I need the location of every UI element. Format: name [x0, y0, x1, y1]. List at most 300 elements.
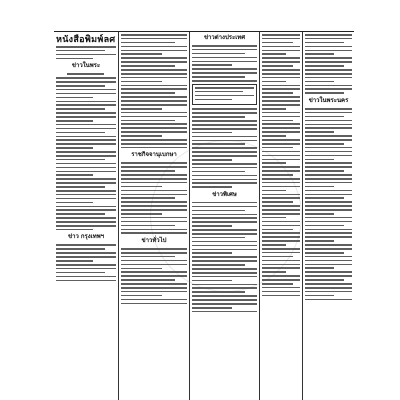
text-line	[192, 241, 257, 243]
text-line	[262, 81, 286, 83]
text-line	[192, 124, 257, 126]
text-line	[262, 147, 293, 149]
text-line	[262, 34, 300, 36]
column-2	[121, 34, 187, 400]
text-line	[305, 131, 334, 133]
text-line	[56, 182, 116, 184]
text-line	[305, 34, 352, 36]
text-line	[56, 268, 116, 270]
text-line	[305, 244, 352, 246]
text-line	[305, 77, 352, 79]
text-line	[262, 264, 300, 266]
text-line	[305, 232, 352, 234]
text-line	[56, 174, 93, 176]
column-2-heading-1: ราชกิจจานุเบกษา	[131, 151, 177, 159]
text-line	[262, 236, 300, 238]
text-line	[192, 68, 257, 70]
text-line	[121, 283, 187, 285]
text-line	[56, 221, 116, 223]
text-line	[192, 49, 257, 51]
text-line	[195, 95, 254, 97]
text-line	[56, 147, 93, 149]
text-line	[192, 210, 245, 212]
text-line	[262, 217, 286, 219]
text-line	[305, 217, 352, 219]
text-line	[305, 46, 352, 48]
text-line	[121, 112, 187, 114]
text-line	[305, 69, 352, 71]
masthead-title: หนังสือพิมพ์ลศ	[56, 35, 116, 45]
column-5-heading-1: ข่าวในพระนคร	[308, 96, 349, 104]
text-line	[305, 155, 352, 157]
text-line	[121, 50, 187, 52]
text-line	[121, 299, 187, 301]
text-line	[121, 131, 187, 133]
column-3-heading-1: ข่าวต่างประเทศ	[203, 34, 246, 41]
text-line	[192, 303, 257, 305]
text-line	[121, 46, 187, 48]
text-line	[121, 232, 187, 234]
text-line	[262, 213, 300, 215]
text-line	[305, 170, 344, 172]
text-line	[305, 264, 352, 266]
column-1-heading-1: ข่าวในพระ	[71, 62, 101, 70]
text-line	[262, 100, 300, 102]
text-line	[305, 271, 352, 273]
text-line	[192, 252, 232, 254]
text-line	[56, 260, 93, 262]
text-line	[262, 123, 300, 125]
text-line	[121, 295, 162, 297]
text-line	[192, 202, 257, 204]
text-line	[121, 53, 162, 55]
text-line	[121, 69, 187, 71]
text-line	[56, 272, 105, 274]
text-line	[305, 53, 334, 55]
text-line	[305, 162, 352, 164]
text-line	[192, 182, 257, 184]
text-line	[262, 159, 300, 161]
text-line	[192, 116, 245, 118]
text-line	[56, 139, 116, 141]
text-line	[305, 256, 352, 258]
text-line	[56, 276, 116, 278]
text-line	[195, 87, 254, 89]
text-line	[192, 299, 257, 301]
text-line	[262, 77, 300, 79]
text-line	[262, 194, 300, 196]
text-line	[56, 136, 116, 138]
text-line	[56, 167, 116, 169]
text-line	[56, 198, 116, 200]
text-line	[305, 143, 344, 145]
column-divider	[302, 32, 303, 400]
text-line	[192, 264, 245, 266]
text-line	[262, 92, 293, 94]
text-line	[56, 124, 116, 126]
text-line	[262, 287, 300, 289]
text-line	[305, 85, 352, 87]
text-line	[262, 88, 300, 90]
text-line	[192, 260, 257, 262]
text-line	[121, 205, 187, 207]
text-line	[192, 163, 257, 165]
text-line	[262, 73, 300, 75]
text-line	[121, 57, 187, 59]
text-line	[56, 132, 105, 134]
text-line	[192, 249, 257, 251]
text-line	[121, 260, 187, 262]
text-line	[262, 267, 300, 269]
text-line	[262, 256, 293, 258]
text-line	[56, 213, 105, 215]
text-line	[262, 178, 300, 180]
text-line	[192, 186, 232, 188]
text-line	[262, 108, 286, 110]
text-line	[121, 229, 187, 231]
text-line	[121, 143, 187, 145]
column-2-heading-2: ข่าวทั่วไป	[141, 237, 167, 245]
text-line	[56, 93, 116, 95]
text-line	[192, 147, 257, 149]
text-line	[56, 248, 105, 250]
text-line	[121, 213, 162, 215]
text-line	[192, 108, 257, 110]
text-line	[305, 73, 352, 75]
text-line	[121, 287, 187, 289]
text-line	[192, 120, 257, 122]
text-line	[305, 197, 344, 199]
text-line	[56, 143, 116, 145]
text-line	[262, 143, 300, 145]
text-line	[305, 240, 334, 242]
text-line	[192, 276, 257, 278]
text-line	[67, 73, 104, 75]
text-line	[56, 54, 116, 56]
text-line	[262, 127, 300, 129]
text-line	[121, 268, 162, 270]
text-line	[56, 120, 93, 122]
text-line	[121, 264, 187, 266]
text-line	[305, 61, 352, 63]
text-line	[56, 186, 105, 188]
text-line	[56, 256, 116, 258]
text-line	[56, 217, 116, 219]
text-line	[192, 155, 257, 157]
text-line	[262, 166, 300, 168]
column-1-heading-2: ข่าว กรุงเทพฯ	[67, 233, 105, 241]
text-line	[305, 116, 344, 118]
text-line	[192, 280, 232, 282]
text-line	[192, 229, 257, 231]
text-line	[121, 248, 187, 250]
text-line	[56, 89, 116, 91]
text-line	[192, 225, 232, 227]
text-line	[56, 209, 116, 211]
text-line	[305, 209, 352, 211]
text-line	[121, 182, 187, 184]
text-line	[192, 167, 257, 169]
text-line	[305, 236, 352, 238]
text-line	[121, 162, 187, 164]
text-line	[305, 275, 352, 277]
text-line	[262, 225, 300, 227]
text-line	[262, 139, 300, 141]
text-line	[305, 108, 352, 110]
text-line	[121, 104, 187, 106]
text-line	[192, 76, 245, 78]
text-line	[262, 131, 300, 133]
text-line	[305, 213, 334, 215]
text-line	[56, 104, 116, 106]
text-line	[121, 65, 175, 67]
text-line	[56, 280, 116, 282]
text-line	[192, 268, 257, 270]
text-line	[192, 214, 257, 216]
text-line	[56, 101, 116, 103]
column-3-heading-2: ข่าวพิเศษ	[212, 190, 237, 198]
text-line	[305, 127, 352, 129]
text-line	[262, 271, 286, 273]
text-line	[305, 205, 352, 207]
text-line	[56, 171, 116, 173]
text-line	[121, 279, 175, 281]
text-line	[56, 85, 105, 87]
text-line	[56, 155, 116, 157]
text-line	[305, 201, 352, 203]
text-line	[121, 291, 187, 293]
text-line	[192, 53, 245, 55]
text-line	[305, 287, 352, 289]
column-3	[192, 34, 257, 400]
text-line	[262, 283, 293, 285]
text-line	[305, 174, 352, 176]
text-line	[305, 194, 352, 196]
text-line	[262, 252, 300, 254]
text-line	[262, 120, 293, 122]
text-line	[262, 205, 300, 207]
text-line	[56, 163, 116, 165]
text-line	[262, 57, 300, 59]
text-line	[192, 221, 257, 223]
text-line	[192, 151, 257, 153]
text-line	[305, 38, 352, 40]
text-line	[56, 202, 93, 204]
text-line	[121, 217, 187, 219]
text-line	[192, 284, 257, 286]
text-line	[305, 229, 352, 231]
text-line	[121, 77, 187, 79]
text-line	[56, 77, 116, 79]
text-line	[192, 175, 257, 177]
text-line	[121, 120, 175, 122]
text-line	[121, 73, 187, 75]
text-line	[121, 166, 187, 168]
text-line	[56, 178, 116, 180]
text-line	[262, 116, 300, 118]
text-line	[56, 264, 116, 266]
boxed-notice	[192, 84, 257, 106]
text-line	[262, 295, 300, 297]
text-line	[262, 260, 300, 262]
text-line	[121, 186, 162, 188]
text-line	[305, 151, 352, 153]
text-line	[262, 186, 300, 188]
newspaper-page	[54, 22, 354, 400]
text-line	[121, 275, 187, 277]
text-line	[305, 147, 352, 149]
text-line	[121, 303, 187, 305]
text-line	[192, 307, 232, 309]
text-line	[262, 248, 300, 250]
text-line	[192, 140, 257, 142]
column-1	[56, 34, 116, 400]
text-line	[121, 201, 187, 203]
text-line	[262, 38, 300, 40]
text-line	[262, 209, 300, 211]
text-line	[192, 233, 257, 235]
text-line	[56, 97, 93, 99]
text-line	[262, 85, 300, 87]
text-line	[305, 252, 344, 254]
text-line	[192, 256, 257, 258]
text-line	[56, 46, 116, 48]
text-line	[121, 256, 175, 258]
text-line	[262, 190, 286, 192]
text-line	[192, 206, 257, 208]
text-line	[56, 225, 116, 227]
text-line	[192, 128, 257, 130]
text-line	[305, 50, 352, 52]
text-line	[305, 166, 352, 168]
text-line	[262, 291, 300, 293]
text-line	[121, 139, 187, 141]
text-line	[192, 237, 245, 239]
text-line	[262, 279, 300, 281]
text-line	[305, 291, 352, 293]
text-line	[121, 116, 187, 118]
text-line	[192, 64, 232, 66]
text-line	[192, 287, 257, 289]
text-line	[56, 206, 116, 208]
text-line	[262, 151, 300, 153]
text-line	[195, 99, 232, 101]
text-line	[121, 147, 187, 149]
text-line	[121, 61, 187, 63]
text-line	[305, 92, 344, 94]
text-line	[262, 197, 300, 199]
text-line	[121, 190, 187, 192]
text-line	[262, 240, 300, 242]
text-line	[56, 108, 105, 110]
text-line	[192, 171, 245, 173]
text-line	[121, 252, 187, 254]
text-line	[305, 135, 352, 137]
text-line	[305, 283, 352, 285]
text-line	[305, 57, 352, 59]
text-line	[305, 260, 352, 262]
text-line	[56, 58, 93, 60]
column-4	[262, 34, 300, 400]
text-line	[121, 170, 175, 172]
text-line	[192, 217, 257, 219]
text-line	[262, 104, 300, 106]
text-line	[262, 69, 300, 71]
text-line	[121, 221, 187, 223]
text-line	[262, 42, 293, 44]
column-divider	[118, 32, 119, 400]
text-line	[305, 248, 352, 250]
text-line	[56, 128, 116, 130]
text-line	[121, 225, 175, 227]
text-line	[121, 96, 187, 98]
text-line	[121, 100, 187, 102]
text-line	[262, 50, 300, 52]
text-line	[262, 221, 300, 223]
text-line	[262, 96, 300, 98]
text-line	[192, 143, 245, 145]
running-header	[54, 22, 354, 31]
text-line	[121, 42, 175, 44]
text-line	[305, 182, 352, 184]
text-line	[192, 61, 257, 63]
text-line	[192, 80, 257, 82]
text-line	[305, 295, 334, 297]
text-line	[56, 244, 116, 246]
text-line	[192, 45, 257, 47]
text-line	[121, 127, 187, 129]
text-line	[192, 136, 257, 138]
column-5	[305, 34, 352, 400]
text-line	[56, 194, 116, 196]
text-line	[121, 108, 162, 110]
text-line	[305, 299, 352, 301]
text-line	[121, 209, 187, 211]
text-line	[192, 272, 257, 274]
text-line	[192, 245, 257, 247]
text-line	[56, 151, 116, 153]
text-line	[262, 275, 300, 277]
text-line	[121, 194, 187, 196]
text-line	[262, 170, 300, 172]
text-line	[121, 178, 187, 180]
text-line	[305, 42, 344, 44]
text-line	[192, 291, 245, 293]
text-line	[56, 252, 116, 254]
text-line	[305, 225, 344, 227]
text-line	[56, 190, 116, 192]
text-line	[121, 123, 187, 125]
text-line	[121, 38, 187, 40]
text-line	[305, 267, 334, 269]
text-line	[121, 174, 187, 176]
text-line	[192, 112, 257, 114]
text-line	[305, 139, 352, 141]
text-line	[195, 91, 243, 93]
text-line	[262, 53, 286, 55]
text-line	[121, 85, 187, 87]
text-line	[121, 34, 187, 36]
text-line	[305, 120, 352, 122]
header-rule	[54, 31, 354, 32]
text-line	[305, 81, 334, 83]
text-line	[262, 61, 300, 63]
text-line	[121, 197, 175, 199]
text-line	[305, 88, 352, 90]
text-line	[305, 112, 352, 114]
text-line	[262, 65, 293, 67]
text-line	[305, 186, 334, 188]
